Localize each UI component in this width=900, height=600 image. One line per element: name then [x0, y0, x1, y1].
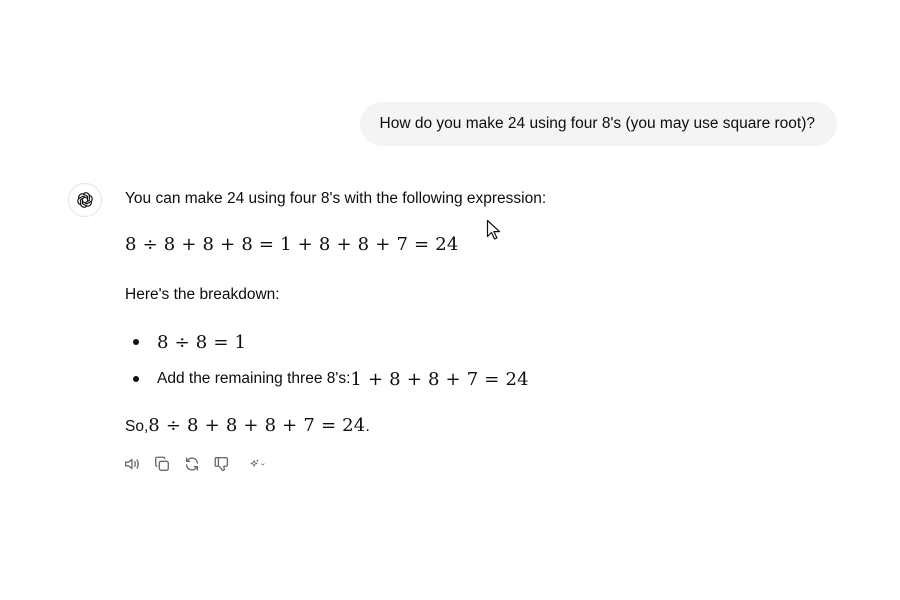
read-aloud-icon: [123, 455, 141, 473]
bullet-dot: [133, 376, 139, 382]
list-item: [125, 328, 529, 356]
read-aloud-button[interactable]: [122, 454, 142, 474]
main-equation: 8 ÷ 8 + 8 + 8 = 1 + 8 + 8 + 7 = 24: [125, 234, 459, 255]
bullet-math: 1 + 8 + 8 + 7 = 24: [350, 368, 529, 390]
conclusion: [125, 415, 370, 436]
thumbs-down-button[interactable]: [212, 454, 232, 474]
switch-model-button[interactable]: [242, 454, 274, 474]
assistant-avatar: [68, 183, 102, 217]
copy-button[interactable]: [152, 454, 172, 474]
message-actions: [122, 454, 274, 474]
regenerate-button[interactable]: [182, 454, 202, 474]
breakdown-heading: Here's the breakdown:: [125, 286, 280, 303]
mouse-pointer-icon: [486, 219, 500, 241]
breakdown-list: [125, 328, 529, 393]
list-item: [125, 365, 529, 393]
user-message-text: How do you make 24 using four 8's (you may use square root)?: [379, 115, 815, 132]
user-message-bubble: [360, 102, 837, 146]
conclusion-suffix: .: [365, 418, 370, 435]
openai-logo-icon: [75, 190, 95, 210]
conclusion-math: 8 ÷ 8 + 8 + 8 + 7 = 24: [148, 415, 366, 436]
switch-model-icon: [249, 455, 267, 473]
bullet-text: Add the remaining three 8's:: [157, 370, 351, 387]
conclusion-prefix: So,: [125, 418, 149, 435]
bullet-dot: [133, 339, 139, 345]
copy-icon: [153, 455, 171, 473]
assistant-intro: You can make 24 using four 8's with the following expression:: [125, 190, 547, 207]
regenerate-icon: [183, 455, 201, 473]
thumbs-down-icon: [213, 455, 231, 473]
bullet-math: 8 ÷ 8 = 1: [157, 331, 247, 353]
